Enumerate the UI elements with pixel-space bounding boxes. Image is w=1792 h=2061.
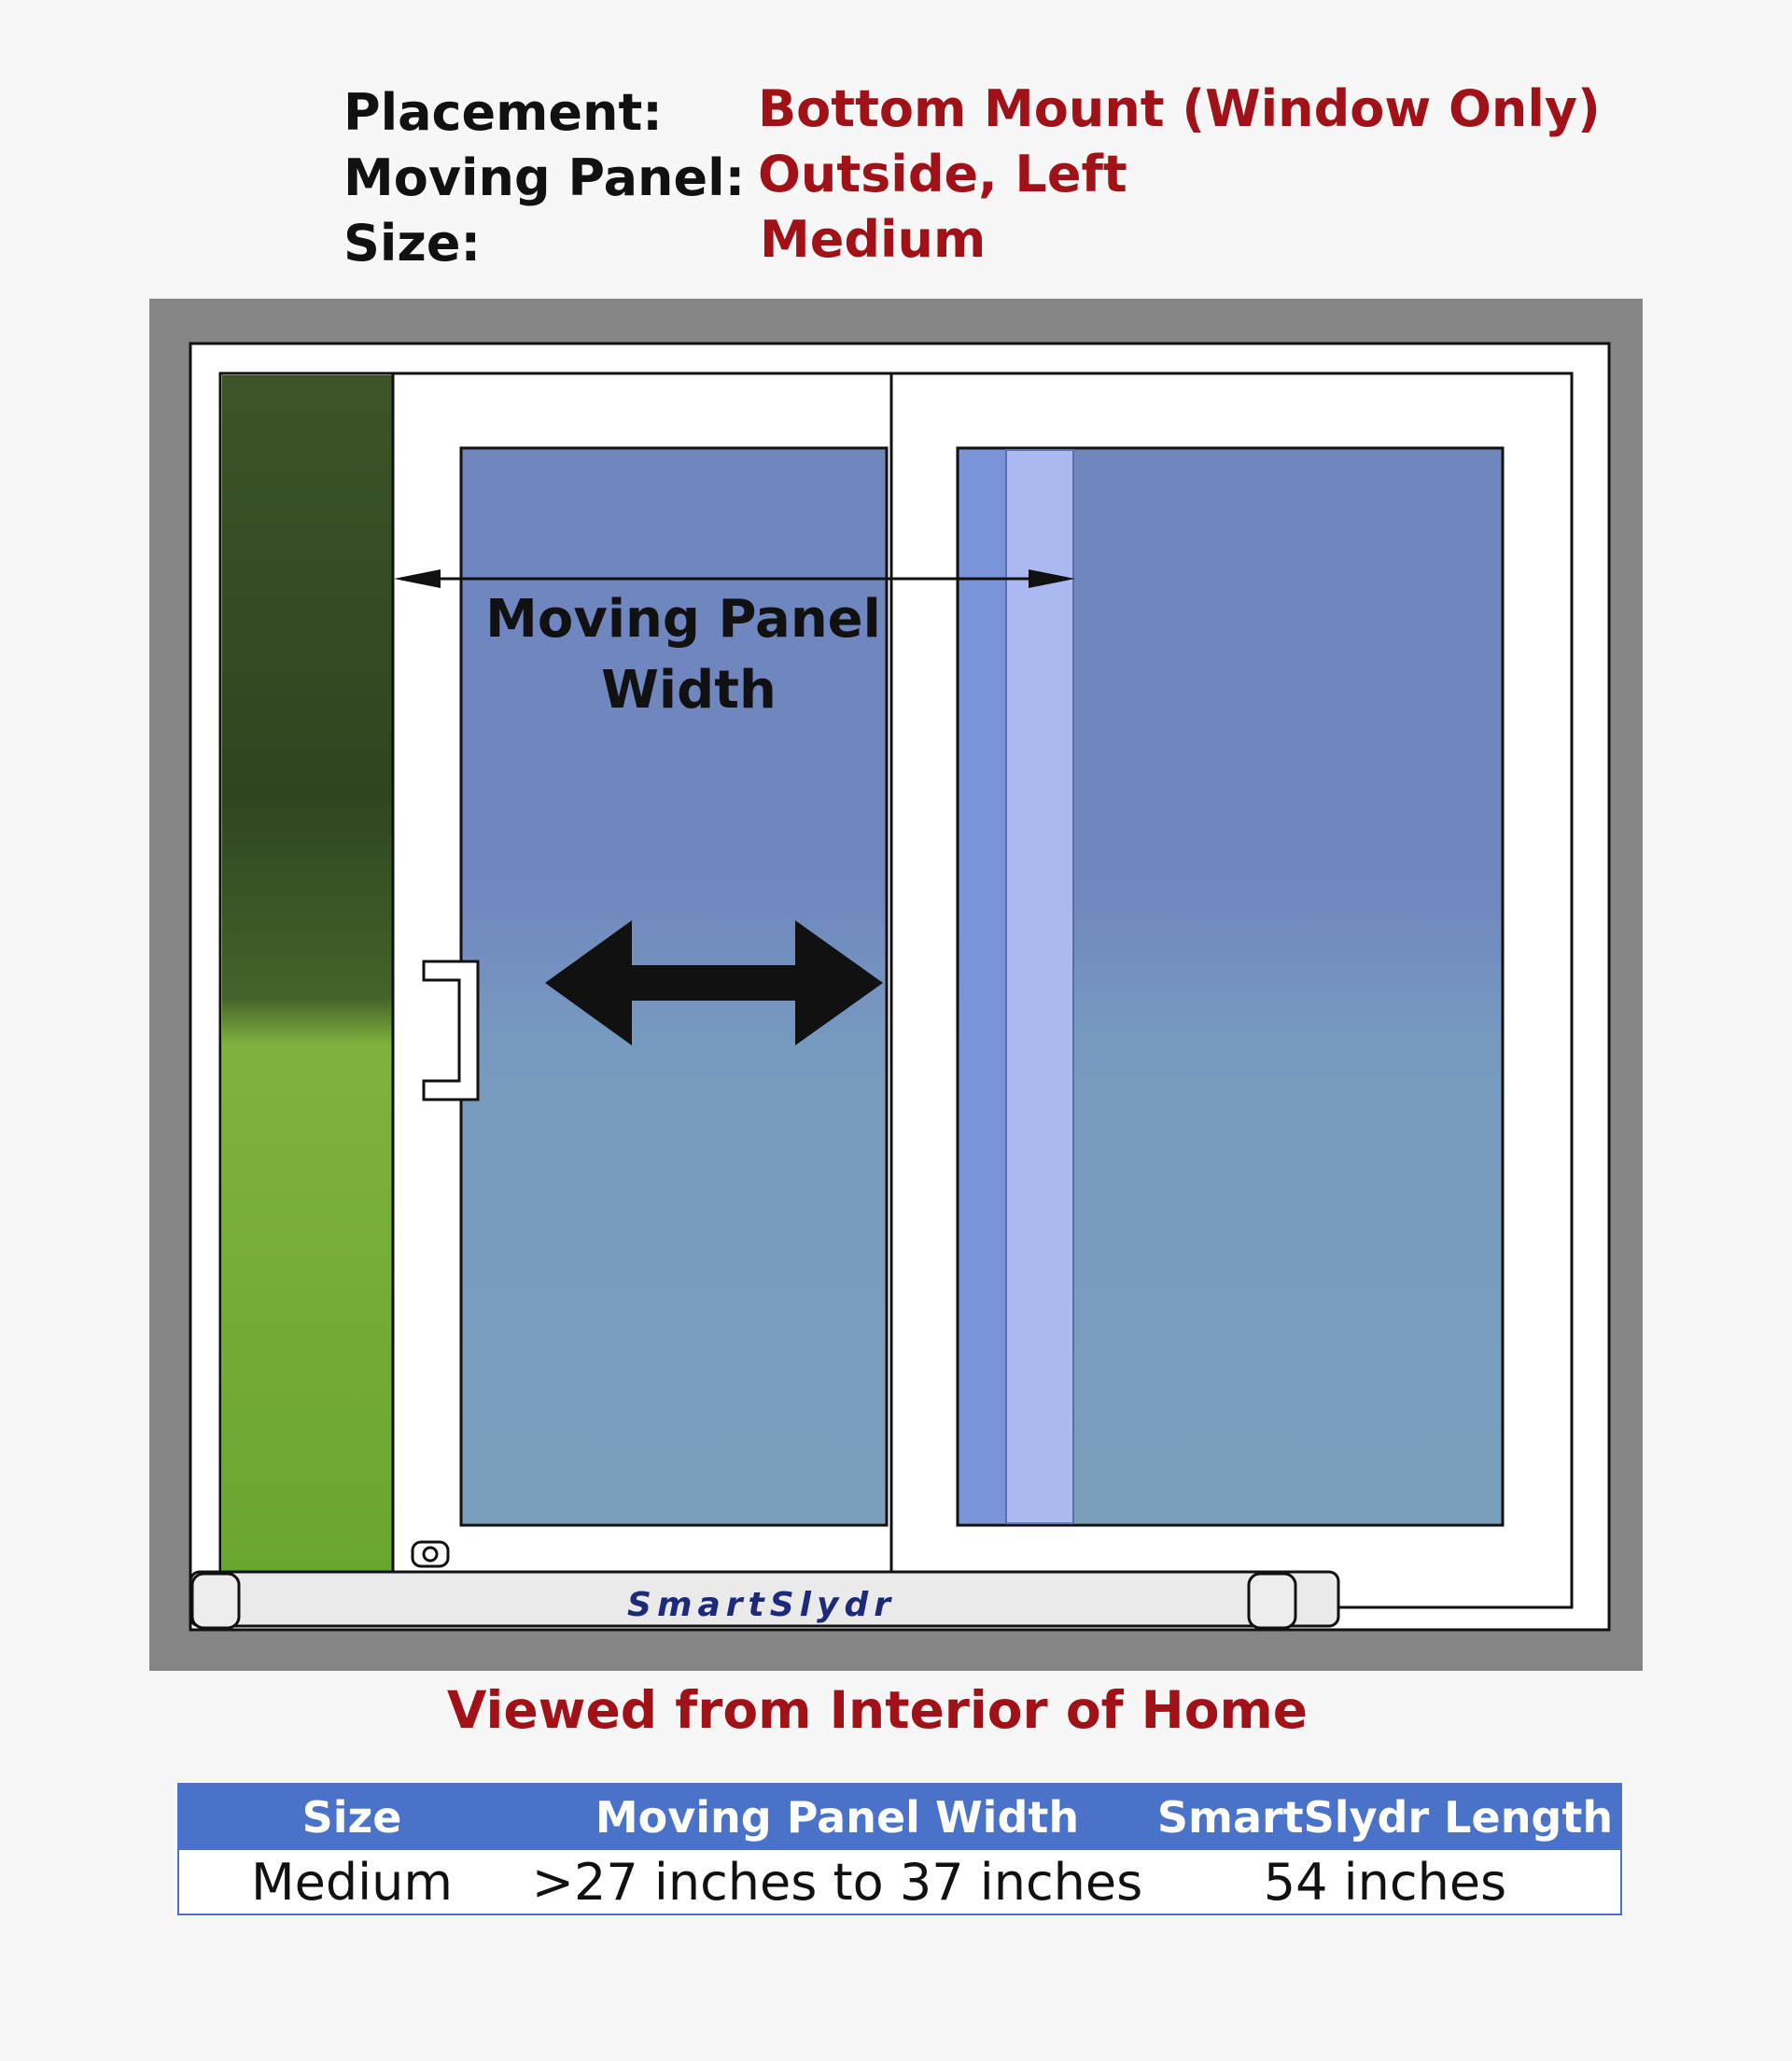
cell-moving-panel-width: >27 inches to 37 inches [525, 1850, 1150, 1914]
header-moving-panel-width: Moving Panel Width [525, 1784, 1150, 1850]
spec-size-value-text: Medium [760, 210, 987, 269]
table-header-row [178, 1784, 1621, 1850]
smartslydr-logo: SmartSlydr [627, 1586, 896, 1624]
window-diagram [149, 299, 1643, 1671]
spec-size [343, 214, 482, 273]
cell-smartslydr-length: 54 inches [1150, 1850, 1621, 1914]
spec-placement [343, 83, 663, 142]
header-smartslydr-length: SmartSlydr Length [1150, 1784, 1621, 1850]
spec-placement-value [758, 79, 1601, 138]
cell-size: Medium [178, 1850, 525, 1914]
spec-moving-panel [343, 148, 746, 207]
overlap-strip-dark [959, 450, 1006, 1523]
spec-moving-panel-label: Moving Panel: [343, 148, 746, 207]
dimension-label-line2: Width [601, 660, 777, 721]
overlap-strip-light [1006, 450, 1073, 1523]
lock-icon [413, 1542, 448, 1566]
bar-end-cap-right [1249, 1574, 1295, 1628]
spec-size-value [760, 210, 987, 269]
spec-size-label: Size: [343, 214, 482, 273]
spec-moving-panel-value-text: Outside, Left [758, 145, 1127, 203]
spec-placement-label: Placement: [343, 83, 663, 142]
spec-moving-panel-value [758, 145, 1127, 203]
exterior-view [222, 375, 392, 1572]
size-table [177, 1783, 1622, 1915]
spec-placement-value-text: Bottom Mount (Window Only) [758, 79, 1601, 138]
bar-end-cap-left [192, 1574, 239, 1628]
table-row [178, 1850, 1621, 1914]
dimension-label-line1: Moving Panel [485, 589, 881, 650]
caption: Viewed from Interior of Home [446, 1680, 1309, 1740]
header-size: Size [178, 1784, 525, 1850]
